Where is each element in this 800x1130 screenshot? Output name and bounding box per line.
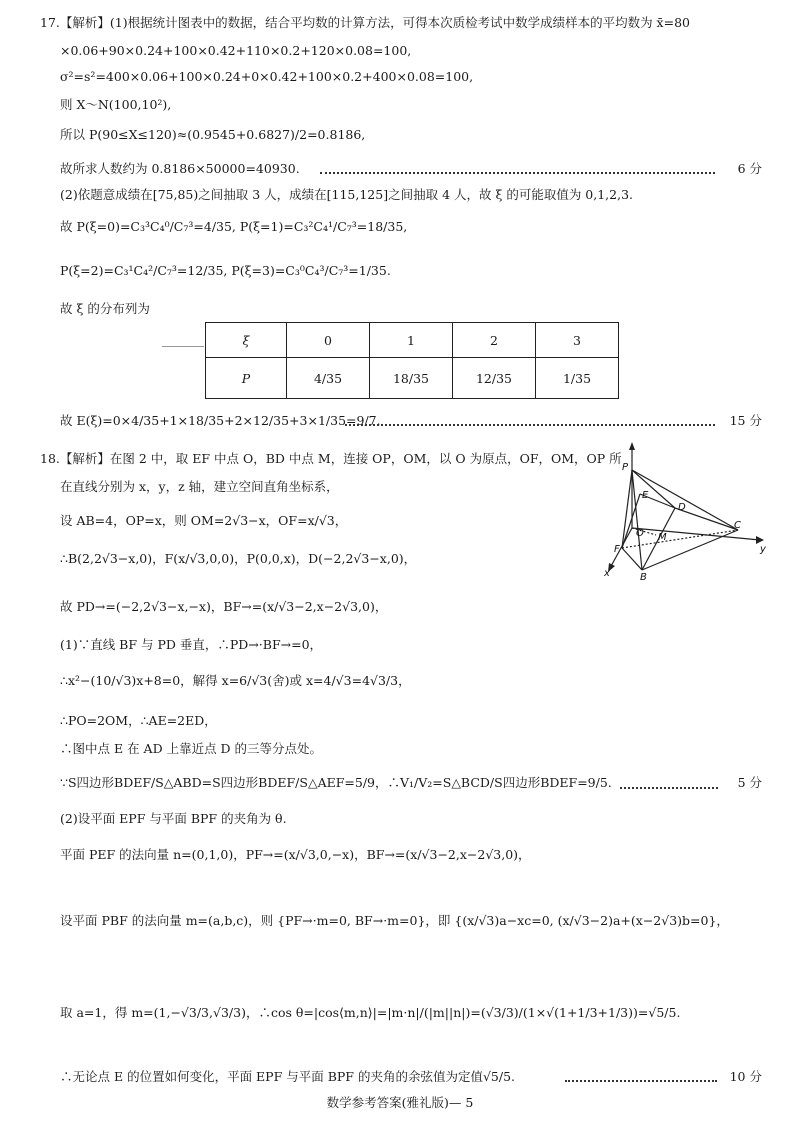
table-cell: ξ [206,323,287,358]
q18-line-4: ∴B(2,2√3−x,0)，F(x/√3,0,0)，P(0,0,x)，D(−2,2√3−x,0)， [60,551,417,566]
q18-line-8: ∴PO=2OM，∴AE=2ED， [60,713,217,728]
q18-line-9: ∴图中点 E 在 AD 上靠近点 D 的三等分点处。 [60,741,323,756]
table-cell: 1 [370,323,453,358]
q18-line-15: ∴无论点 E 的位置如何变化，平面 EPF 与平面 BPF 的夹角的余弦值为定值√5/5. [60,1069,516,1084]
label-D: D [678,502,686,513]
q17-score-2: 15 分 [729,413,762,428]
q18-line-7: ∴x²−(10/√3)x+8=0，解得 x=6/√3(舍)或 x=4/√3=4√3/3， [60,673,411,688]
label-P: P [622,462,629,473]
table-cell: 4/35 [287,358,370,399]
q18-line-1: 18.【解析】在图 2 中，取 EF 中点 O，BD 中点 M，连接 OP，OM，以 O 为原点，OF，OM，OP 所 [40,451,622,466]
label-B: B [640,572,647,580]
edge-FB [622,548,642,570]
table-cell: 1/35 [536,358,619,399]
q18-line-6: (1)∵直线 BF 与 PD 垂直，∴PD→·BF→=0， [60,637,323,652]
q18-line-3: 设 AB=4，OP=x，则 OM=2√3−x，OF=x/√3， [60,513,348,528]
q18-line-14: 取 a=1，得 m=(1,−√3/3,√3/3)，∴cos θ=|cos⟨m,n⟩|=|m·n|/(|m||n|)=(√3/3)/(1×√(1+1/3+1/3))=√5/5. [60,1005,681,1020]
q17-line-4: 则 X～N(100,10²), [60,97,172,112]
table-row [206,323,619,358]
score-leader-dots [320,170,715,174]
z-arrow-icon [629,442,635,450]
table-cell: 18/35 [370,358,453,399]
q17-line-9: P(ξ=2)=C₃¹C₄²/C₇³=12/35, P(ξ=3)=C₃⁰C₄³/C₇³=1/35. [60,263,391,278]
table-cell: 2 [453,323,536,358]
label-y: y [760,544,766,555]
q17-line-2: ×0.06+90×0.24+100×0.42+110×0.2+120×0.08=100, [60,43,412,58]
q18-line-13: 设平面 PBF 的法向量 m=(a,b,c)，则 {PF→·m=0, BF→·m=0}，即 {(x/√3)a−xc=0, (x/√3−2)a+(x−2√3)b=0}， [60,913,729,928]
q18-line-5: 故 PD→=(−2,2√3−x,−x)，BF→=(x/√3−2,x−2√3,0)， [60,599,388,614]
score-leader-dots [565,1078,717,1082]
pyramid-figure [600,440,770,580]
label-F: F [614,544,620,555]
q18-score-1: 5 分 [737,775,762,790]
q17-line-8: 故 P(ξ=0)=C₃³C₄⁰/C₇³=4/35, P(ξ=1)=C₃²C₄¹/C₇³=18/35, [60,219,408,234]
y-arrow-icon [756,536,764,544]
table-row [206,358,619,399]
label-E: E [642,490,649,501]
q17-line-10: 故 ξ 的分布列为 [60,301,150,316]
q17-line-11: 故 E(ξ)=0×4/35+1×18/35+2×12/35+3×1/35=9/7. [60,413,381,428]
q18-line-10: ∵S四边形BDEF/S△ABD=S四边形BDEF/S△AEF=5/9，∴V₁/V₂=S△BCD/S四边形BDEF=9/5. [60,775,612,790]
q18-line-11: (2)设平面 EPF 与平面 BPF 的夹角为 θ. [60,811,287,826]
label-O: O [636,528,644,539]
table-cell: 12/35 [453,358,536,399]
q17-line-7: (2)依题意成绩在[75,85)之间抽取 3 人，成绩在[115,125]之间抽取 4 人，故 ξ 的可能取值为 0,1,2,3. [60,187,633,202]
edge-PD [632,470,675,508]
score-leader-dots [345,422,715,426]
table-cell: 3 [536,323,619,358]
q18-score-2: 10 分 [729,1069,762,1084]
label-C: C [734,520,741,531]
table-cell: P [206,358,287,399]
page-footer: 数学参考答案(雅礼版)— 5 [326,1095,474,1110]
distribution-table [205,322,619,399]
q18-line-2: 在直线分别为 x，y，z 轴，建立空间直角坐标系， [60,479,339,494]
table-cell: 0 [287,323,370,358]
q17-line-1: 17.【解析】(1)根据统计图表中的数据，结合平均数的计算方法，可得本次质检考试中数学成绩样本的平均数为 x̄=80 [40,15,690,30]
q17-score-1: 6 分 [737,161,762,176]
q18-line-12: 平面 PEF 的法向量 n=(0,1,0)，PF→=(x/√3,0,−x)，BF→=(x/√3−2,x−2√3,0)， [60,847,531,862]
q17-line-5: 所以 P(90≤X≤120)≈(0.9545+0.6827)/2=0.8186, [60,127,366,142]
q17-line-3: σ²=s²=400×0.06+100×0.24+0×0.42+100×0.2+400×0.08=100, [60,69,474,84]
label-x: x [604,568,610,579]
q17-line-6: 故所求人数约为 0.8186×50000=40930. [60,161,300,176]
edge-PB [632,470,642,570]
table-leader-line [162,346,204,347]
score-leader-dots [620,785,718,789]
label-M: M [658,532,667,543]
